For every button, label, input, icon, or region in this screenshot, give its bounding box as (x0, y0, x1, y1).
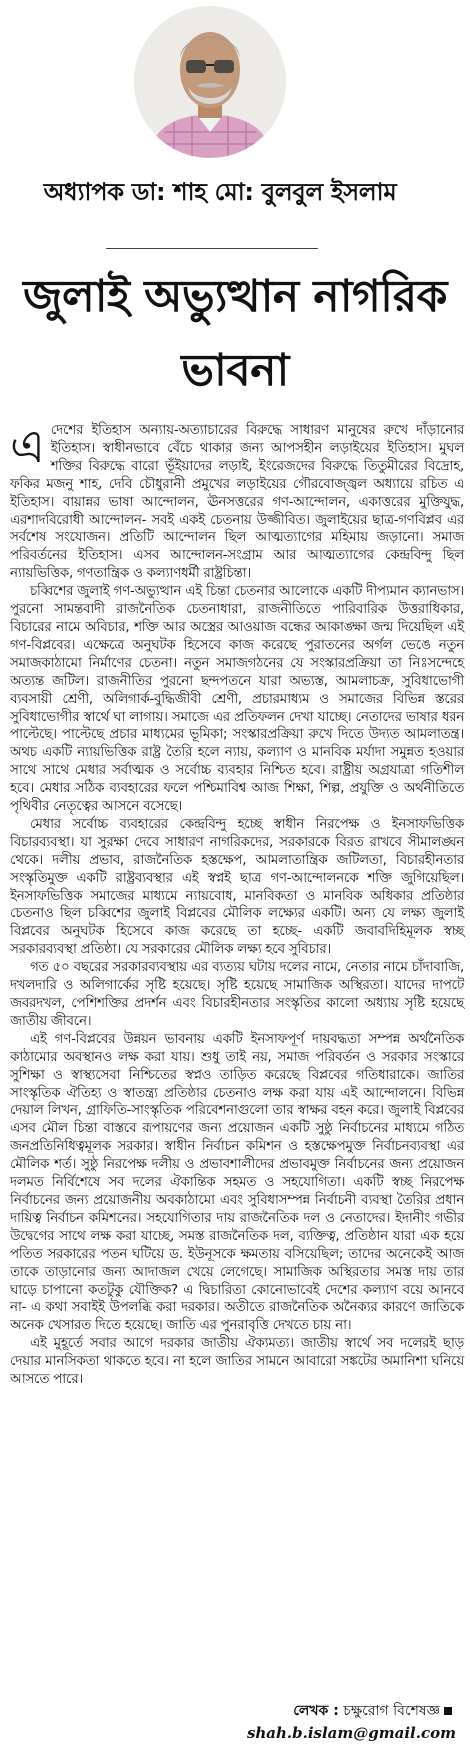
end-mark-icon (444, 1707, 452, 1715)
author-name: অধ্যাপক ডা: শাহ মো: বুলবুল ইসলাম (43, 178, 397, 206)
byline-profession: চক্ষুরোগ বিশেষজ্ঞ (343, 1703, 440, 1719)
article-paragraph: মেধার সর্বোচ্চ ব্যবহারের কেন্দ্রবিন্দু হচ্ছে স্বাধীন নিরপেক্ষ ও ইনসাফভিত্তিক বিচারব্যবস্থা। যা সুরক্ষা দেবে সাধারণ নাগরিকদের, সরকারকে বিরত রাখবে সীমালঙ্ঘন থেকে। দলীয় প্রভাব, রাজনৈতিক হস্তক্ষেপ, আমলাতান্ত্রিক জটিলতা, বিচারহীনতার সংস্কৃতিমুক্ত একটি রাষ্ট্রব্যবস্থার এই স্বপ্নই ছাত্র গণ-আন্দোলনকে শক্তি জুগিয়েছিল। ইনসাফভিত্তিক সমাজের মাধ্যমে ন্যায়বোধ, মানবিকতা ও মানবিক অধিকার প্রতিষ্ঠার চেতনাও ছিল চব্বিশের জুলাই বিপ্লবের মৌলিক লক্ষ্যের একটি। অন্য যে লক্ষ্য জুলাই বিপ্লবের অনুঘটক হিসেবে কাজ করেছে তা হচ্ছে- একটি জবাবদিহিমূলক স্বচ্ছ সরকারব্যবস্থা প্রতিষ্ঠা। যে সরকারের মৌলিক লক্ষ্য হবে সুবিচার। (10, 816, 464, 958)
author-photo-icon (134, 6, 286, 158)
article-paragraph (10, 419, 464, 583)
byline-line (247, 1700, 456, 1722)
article-paragraph: গত ৫০ বছরের সরকারব্যবস্থায় এর ব্যত্যয় ঘটায় দলের নামে, নেতার নামে চাঁদাবাজি, দখলদারি ও অলিগার্কের সৃষ্টি হয়েছে। সৃষ্টি হয়েছে সামাজিক অস্থিরতা। যাদের দাপটে জবরদখল, পেশিশক্তির প্রদর্শন এবং বিচারহীনতার সংস্কৃতির কালো অধ্যায় সৃষ্টি হয়েছে জাতীয় জীবনে। (10, 960, 464, 1029)
article-paragraph: চব্বিশের জুলাই গণ-অভ্যুত্থান এই চিন্তা চেতনার আলোকে একটি দীপ্যমান ক্যানভাস। পুরনো সামন্তবাদী রাজনৈতিক চেতনাধারা, রাজনীতিতে পারিবারিক উত্তরাধিকার, বিচারের নামে অবিচার, শক্তি আর অস্ত্রের আওয়াজ বন্ধের আকাঙ্ক্ষা জন্ম দিয়েছিল এই গণ-বিপ্লবের। এক্ষেত্রে অনুঘটক হিসেবে কাজ করেছে পুরাতনের অর্গল ভেঙে নতুন সমাজকাঠামো নির্মাণের চেতনা। নতুন সমাজগঠনের যে সংস্কারপ্রক্রিয়া তা নিঃসন্দেহে অত্যন্ত জটিল। রাজনীতির পুরনো ছন্দপতনে যারা অভ্যস্ত, আমলাচক্র, সুবিধাভোগী ব্যবসায়ী শ্রেণী, অলিগার্ক-বুদ্ধিজীবী শ্রেণী, প্রচারমাধ্যম ও সমাজের বিভিন্ন স্তরের সুবিধাভোগীর স্বার্থে ঘা লাগায়। সমাজে এর প্রতিফলন দেখা যাচ্ছে। নেতাদের ভাষার ধরন পাল্টেছে। পাল্টেছে প্রচার মাধ্যমের ভূমিকা; সংস্কারপ্রক্রিয়া রুখে দিতে উদ্যত আমলাতন্ত্র। অথচ একটি ন্যায়ভিত্তিক রাষ্ট্র তৈরি হলে ন্যায়, কল্যাণ ও মানবিক মর্যাদা সমুন্নত হওয়ার সাথে সাথে মেধার সর্বাত্মক ও সর্বোচ্চ ব্যবহার নিশ্চিত হবে। রাষ্ট্রীয় অগ্রযাত্রা গতিশীল হবে। মেধার সঠিক ব্যবহারের ফলে পশ্চিমাবিশ্ব আজ শিক্ষা, শিল্প, প্রযুক্তি ও অর্থনীতিতে পৃথিবীর নেতৃত্বের আসনে বসেছে। (10, 584, 464, 815)
headline: জুলাই অভ্যুত্থান নাগরিক ভাবনা (23, 271, 447, 396)
author-byline (247, 1700, 456, 1744)
article-paragraph: এই গণ-বিপ্লবের উন্নয়ন ভাবনায় একটি ইনসাফপূর্ণ দায়বদ্ধতা সম্পন্ন অর্থনৈতিক কাঠামোর অবস্থানও লক্ষ করা যায়। শুধু তাই নয়, সমাজ পরিবর্তন ও সরকার সংস্কারে সুশিক্ষা ও স্বাস্থ্যসেবা নিশ্চিতের স্বপ্নও তাড়িত করেছে বিপ্লবের গতিধারাকে। জাতির সাংস্কৃতিক ঐতিহ্য ও স্বাতন্ত্র্য প্রতিষ্ঠার চেতনাও লক্ষ করা যায় এই আন্দোলনে। বিভিন্ন দেয়াল লিখন, গ্রাফিতি-সাংস্কৃতিক পরিবেশনাগুলো তার স্বাক্ষর বহন করে। জুলাই বিপ্লবের এসব মৌল চিন্তা বাস্তবে রূপায়ণের জন্য প্রয়োজন একটি সুষ্ঠু নির্বাচনের মাধ্যমে গঠিত জনপ্রতিনিধিত্বমূলক সরকার। স্বাধীন নির্বাচন কমিশন ও হস্তক্ষেপমুক্ত নির্বাচনব্যবস্থা এর মৌলিক শর্ত। সুষ্ঠু নিরপেক্ষ দলীয় ও প্রভাবশালীদের প্রভাবমুক্ত নির্বাচনের জন্য প্রয়োজন দলমত নির্বিশেষে সব দলের ঐকান্তিক সহমত ও সহযোগিতা। একটি স্বচ্ছ নিরপেক্ষ নির্বাচনের জন্য প্রয়োজনীয় অবকাঠামো এবং সুবিধাসম্পন্ন নির্বাচনী ব্যবস্থা তৈরির প্রধান দায়িত্ব নির্বাচন কমিশনের। সহযোগিতার দায় রাজনৈতিক দল ও নেতাদের। ইদানীং গভীর উদ্বেগের সাথে লক্ষ করা যাচ্ছে, সমস্ত রাজনৈতিক দল, ব্যক্তিত্ব, প্রতিষ্ঠান যারা এক হয়ে পতিত সরকারের পতন ঘটিয়ে ড. ইউনূসকে ক্ষমতায় বসিয়েছিল; তাদের অনেকেই আজ তাকে তাড়ানোর জন্য আদাজল খেয়ে লেগেছে। সামাজিক অস্থিরতার সমস্ত দায় তার ঘাড়ে চাপানো কতটুকু যৌক্তিক? এ দ্বিচারিতা কোনোভাবেই দেশের কল্যাণ বয়ে আনবে না- এ কথা সবাইই উপলব্ধি করা দরকার। অতীতে রাজনৈতিক অনৈক্যর কারণে জাতিকে অনেক খেসারত দিতে হয়েছে। জাতি এর পুনরাবৃত্তি দেখতে চায় না। (10, 1031, 464, 1334)
article-paragraph: এই মুহূর্তে সবার আগে দরকার জাতীয় ঐক্যমত্য। জাতীয় স্বার্থে সব দলেরই ছাড় দেয়ার মানসিকতা থাকতে হবে। না হলে জাতির সামনে আবারো সঙ্কটের অমানিশা ঘনিয়ে আসতে পারে। (10, 1336, 464, 1388)
author-email[interactable]: shah.b.islam@gmail.com (246, 1724, 456, 1742)
author-portrait (134, 6, 286, 158)
drop-cap: এ (10, 419, 45, 473)
article-body (10, 419, 464, 1389)
paragraph-text: দেশের ইতিহাস অন্যায়-অত্যাচারের বিরুদ্ধে সাধারণ মানুষের রুখে দাঁড়ানোর ইতিহাস। স্বাধীনভাবে বেঁচে থাকার জন্য আপসহীন লড়াইয়ের ইতিহাস। মুঘল শক্তির বিরুদ্ধে বারো ভূঁইয়াদের লড়াই, ইংরেজদের বিরুদ্ধে তিতুমীরের বিদ্রোহ, ফকির মজনু শাহ, দেবি চৌধুরানী প্রমুখের লড়াইয়ের গৌরবোজ্জ্বল অধ্যায়ে রচিত এ ইতিহাস। বায়ান্নর ভাষা আন্দোলন, ঊনসত্তরের গণ-আন্দোলন, একাত্তরের মুক্তিযুদ্ধ, এরশাদবিরোধী আন্দোলন- সবই একই চেতনায় উজ্জীবিত। জুলাইয়ের ছাত্র-গণবিপ্লব এর সর্বশেষ সংযোজন। প্রতিটি আন্দোলন ছিল আত্মত্যাগের মহিমায় জড়ানো। সমাজ পরিবর্তনের ইতিহাস। এসব আন্দোলন-সংগ্রাম আর আত্মত্যাগের কেন্দ্রবিন্দু ছিল ন্যায়ভিত্তিক, গণতান্ত্রিক ও কল্যাণধর্মী রাষ্ট্রচিন্তা। (10, 423, 464, 582)
byline-label: লেখক : (293, 1703, 339, 1719)
divider (106, 248, 318, 249)
